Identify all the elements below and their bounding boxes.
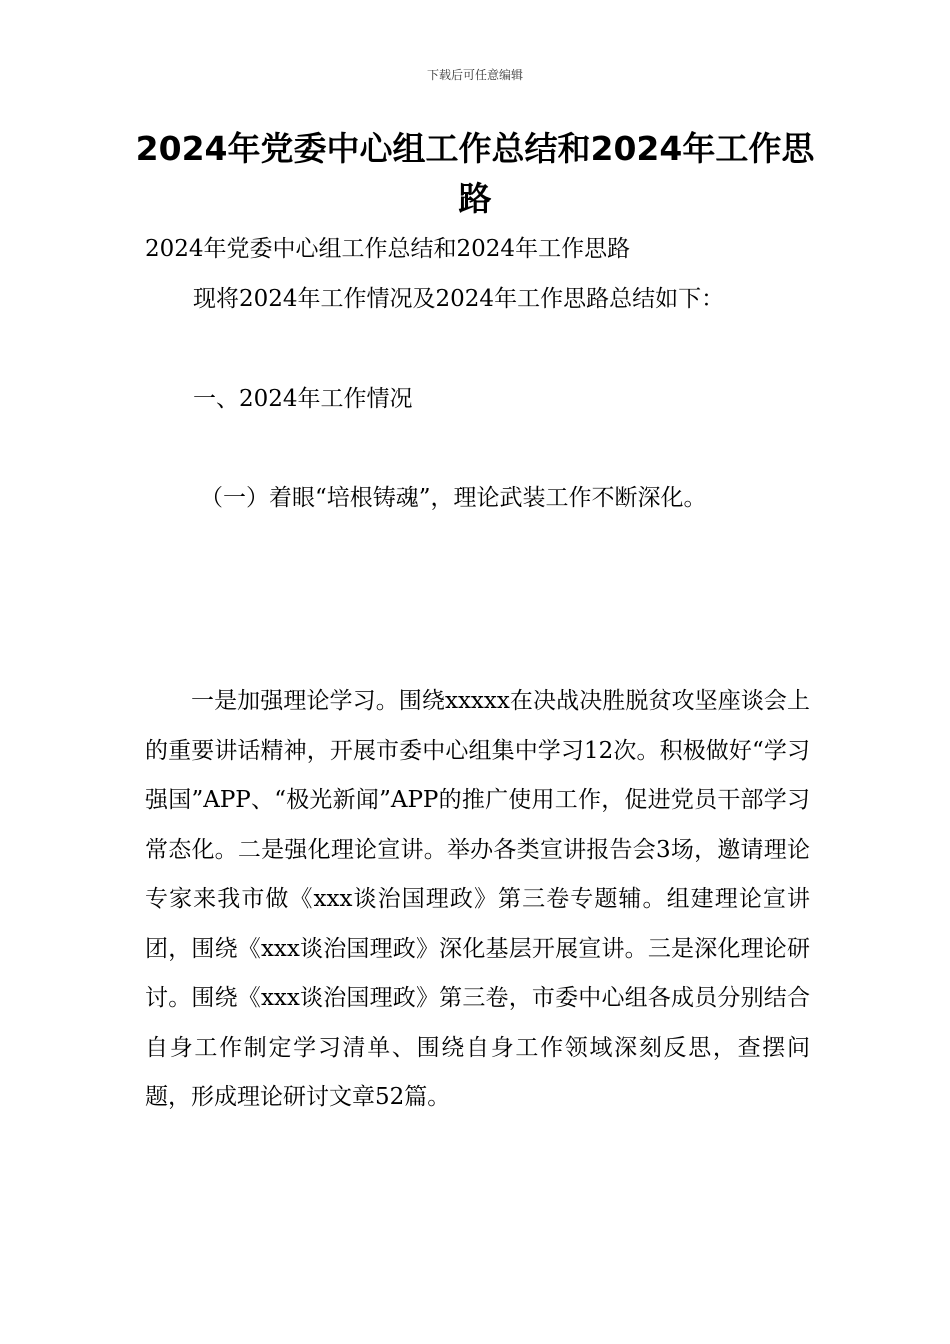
document-subtitle: 2024年党委中心组工作总结和2024年工作思路 bbox=[145, 236, 631, 262]
body-paragraph: 一是加强理论学习。围绕xxxxx在决战决胜脱贫攻坚座谈会上的重要讲话精神，开展市委中心组集中学习12次。积极做好“学习强国”APP、“极光新闻”APP的推广使用工作，促进党员干部学习常态化。二是强化理论宣讲。举办各类宣讲报告会3场，邀请理论专家来我市做《xxx谈治国理政》第三卷专题辅。组建理论宣讲团，围绕《xxx谈治国理政》深化基层开展宣讲。三是深化理论研讨。围绕《xxx谈治国理政》第三卷，市委中心组各成员分别结合自身工作制定学习清单、围绕自身工作领域深刻反思，查摆问题，形成理论研讨文章52篇。 bbox=[145, 688, 810, 1110]
intro-sentence: 现将2024年工作情况及2024年工作思路总结如下： bbox=[193, 286, 725, 312]
subsection-heading: （一）着眼“培根铸魂”，理论武装工作不断深化。 bbox=[200, 485, 707, 511]
page-header-note: 下载后可任意编辑 bbox=[426, 68, 523, 82]
section-heading: 一、2024年工作情况 bbox=[193, 386, 413, 412]
document-title: 2024年党委中心组工作总结和2024年工作思路 bbox=[135, 129, 815, 218]
